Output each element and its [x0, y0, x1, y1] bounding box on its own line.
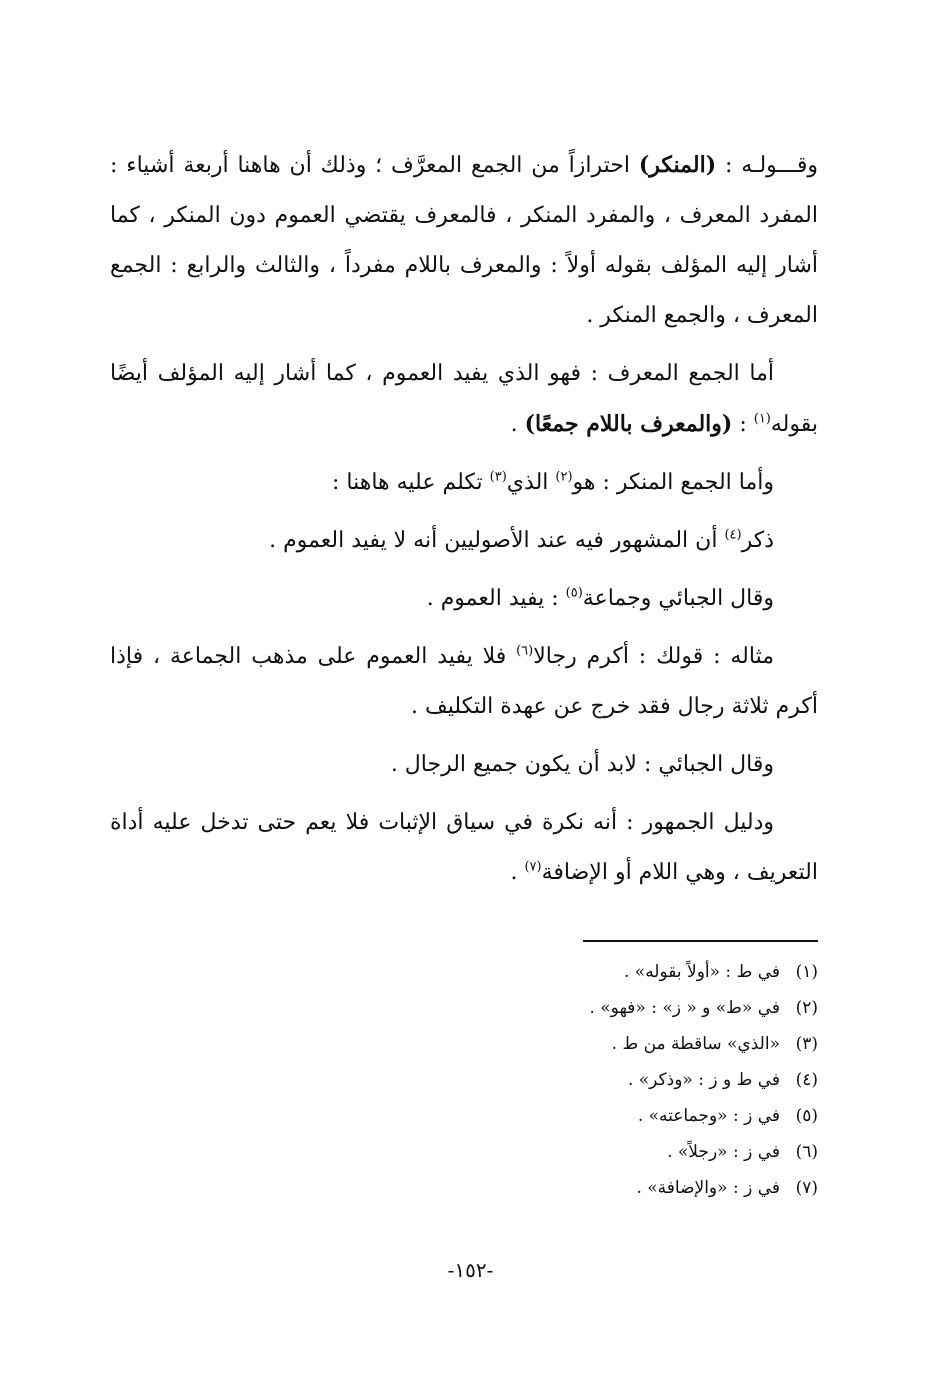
paragraph-1 [110, 140, 818, 341]
footnote-number: (٧) [795, 1178, 818, 1198]
footnote-ref-2: (٢) [555, 469, 573, 485]
term-munkar: (المنكر) [638, 152, 717, 178]
footnotes [480, 954, 818, 1206]
paragraph-2 [110, 349, 818, 450]
footnote-text: في ز : «وجماعته» . [637, 1106, 780, 1126]
footnote-item [480, 1134, 818, 1170]
main-text [110, 140, 818, 898]
page-number: -١٥٢- [447, 1258, 494, 1282]
paragraph-8 [110, 798, 818, 898]
paragraph-5-text-b: : يفيد العموم . [426, 586, 566, 611]
paragraph-7 [110, 740, 818, 790]
footnote-item [480, 1098, 818, 1134]
footnote-number: (٤) [795, 1070, 818, 1090]
footnote-text: «الذي» ساقطة من ط . [611, 1034, 780, 1054]
footnote-text: في ز : «رجلاً» . [667, 1142, 780, 1162]
quote-muarraf: (والمعرف باللام جمعًا) [524, 411, 733, 437]
paragraph-1-lead: وقـــولـه : [716, 153, 819, 178]
footnote-ref-3: (٣) [489, 469, 507, 485]
paragraph-3-text-c: تكلم عليه هاهنا : [331, 470, 490, 495]
footnote-item [480, 954, 818, 990]
footnote-text: في «ط» و « ز» : «فهو» . [589, 998, 780, 1018]
paragraph-6-text-b: فلا يفيد العموم على مذهب الجماعة ، فإذا أكرم ثلاثة رجال فقد خرج عن عهدة التكليف . [110, 644, 818, 719]
paragraph-6-text-a: مثاله : قولك : أكرم رجالا [533, 644, 774, 669]
paragraph-2-middle: : [732, 412, 754, 437]
footnote-number: (٥) [795, 1106, 818, 1126]
paragraph-4-text-b: أن المشهور فيه عند الأصوليين أنه لا يفيد العموم . [269, 528, 725, 553]
footnote-number: (٣) [795, 1034, 818, 1054]
paragraph-5 [110, 574, 818, 624]
paragraph-4-text-a: ذكر [741, 528, 774, 553]
paragraph-8-text-b: . [510, 860, 525, 885]
paragraph-3-text-a: وأما الجمع المنكر : هو [572, 470, 774, 495]
paragraph-6 [110, 632, 818, 732]
footnote-number: (١) [795, 962, 818, 982]
paragraph-3 [110, 458, 818, 508]
footnote-item [480, 1170, 818, 1206]
footnote-text: في ط : «أولاً بقوله» . [623, 962, 780, 982]
paragraph-2-end: . [510, 412, 525, 437]
paragraph-7-text: وقال الجبائي : لابد أن يكون جميع الرجال . [390, 752, 774, 777]
paragraph-5-text-a: وقال الجبائي وجماعة [582, 586, 774, 611]
footnote-ref-1: (١) [753, 411, 771, 427]
footnote-ref-7: (٧) [524, 859, 542, 875]
footnote-ref-4: (٤) [724, 527, 742, 543]
paragraph-8-text-a: ودليل الجمهور : أنه نكرة في سياق الإثبات فلا يعم حتى تدخل عليه أداة التعريف ، وهي اللام أو الإضافة [110, 810, 818, 885]
paragraph-1-text: احترازاً من الجمع المعرَّف ؛ وذلك أن هاهنا أربعة أشياء : المفرد المعرف ، والمفرد المنكر ، فالمعرف يقتضي العموم دون المنكر ، كما أشار إليه المؤلف بقوله أولاً : والمعرف باللام مفرداً ، والثالث والرابع : الجمع المعرف ، والجمع المنكر . [110, 153, 818, 328]
footnote-text: في ز : «والإضافة» . [636, 1178, 780, 1198]
paragraph-3-text-b: الذي [506, 470, 556, 495]
footnote-number: (٦) [795, 1142, 818, 1162]
footnote-ref-5: (٥) [565, 585, 583, 601]
footnote-item [480, 990, 818, 1026]
footnote-separator [583, 940, 818, 942]
footnote-ref-6: (٦) [516, 643, 534, 659]
paragraph-4 [110, 516, 818, 566]
footnote-text: في ط و ز : «وذكر» . [627, 1070, 780, 1090]
paragraph-2-text: أما الجمع المعرف : فهو الذي يفيد العموم ، كما أشار إليه المؤلف أيضًا بقوله [110, 361, 818, 437]
footnote-number: (٢) [795, 998, 818, 1018]
footnote-item [480, 1062, 818, 1098]
footnote-item [480, 1026, 818, 1062]
